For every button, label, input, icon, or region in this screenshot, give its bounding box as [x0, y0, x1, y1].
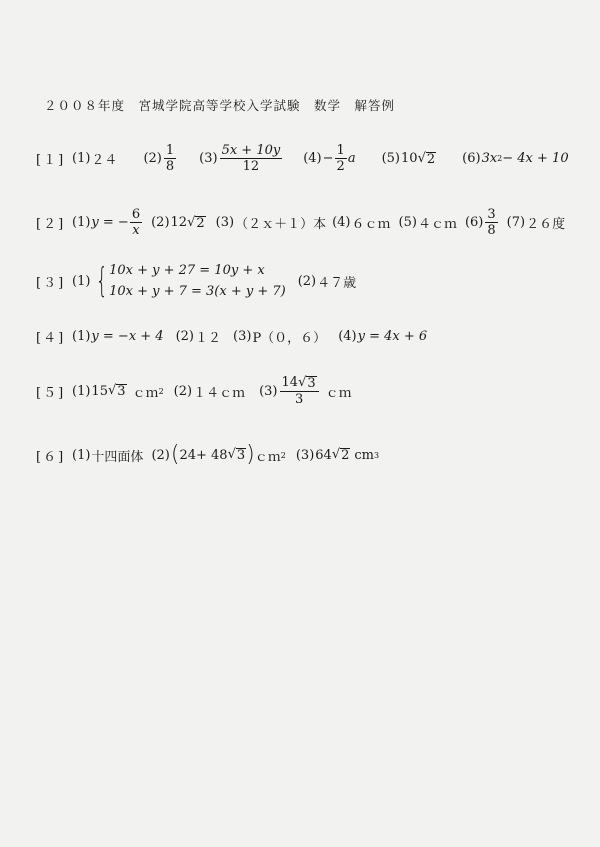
question-1-row — [36, 143, 569, 174]
answer-label: (2) — [151, 447, 170, 463]
answer-label: (2) — [297, 273, 317, 289]
answer-label: (1) — [72, 273, 91, 289]
radicand: 3 — [307, 376, 316, 391]
q3-answer-2 — [298, 272, 356, 291]
sqrt: √ 2 — [187, 214, 205, 231]
question-6-row — [36, 444, 379, 466]
numerator: 1 — [336, 143, 345, 158]
fraction — [164, 143, 176, 174]
radicand: 2 — [341, 448, 350, 463]
q6-answer-2 — [151, 444, 285, 466]
question-number: [４] — [36, 331, 66, 346]
q4-answer-1 — [72, 329, 164, 344]
answer-label: (6) — [464, 215, 484, 230]
q5-answer-1 — [72, 382, 164, 401]
answer-label: (1) — [72, 215, 91, 230]
q4-answer-2 — [176, 327, 221, 346]
question-4-row — [36, 327, 427, 346]
answer-label: (2) — [143, 151, 162, 166]
exponent: 3 — [374, 450, 380, 460]
answer-value: y = −x + 4 — [91, 329, 164, 344]
answer-label: (1) — [72, 447, 91, 463]
q3-answer-1 — [72, 260, 286, 302]
exponent: 2 — [280, 450, 286, 460]
right-paren-icon: ) — [246, 442, 255, 467]
answer-label: (3) — [199, 151, 218, 166]
minus-sign: − — [322, 151, 334, 166]
denominator: 3 — [294, 392, 304, 407]
answer-label: (2) — [175, 329, 194, 344]
term: 24 — [179, 447, 196, 463]
q2-answer-5 — [399, 213, 457, 232]
answer-label: (6) — [462, 151, 481, 166]
answer-value: ２４ — [91, 153, 118, 168]
term: y = − — [91, 215, 129, 230]
fraction — [280, 375, 319, 407]
fraction — [130, 207, 142, 238]
unit: cm — [354, 447, 375, 463]
denominator: x — [132, 223, 140, 238]
q2-answer-3 — [216, 213, 326, 232]
answer-value: ４７歳 — [317, 275, 357, 291]
q1-answer-3 — [199, 143, 283, 174]
answer-label: (4) — [338, 329, 357, 344]
answer-label: (1) — [72, 329, 91, 344]
answer-label: (1) — [72, 151, 91, 166]
question-3-row — [36, 260, 356, 302]
answer-label: (2) — [151, 215, 170, 230]
answer-label: (4) — [303, 151, 322, 166]
answer-label: (3) — [259, 383, 278, 399]
left-paren-icon: ( — [170, 442, 180, 467]
answer-value: ２６度 — [526, 217, 566, 232]
term: 3x — [481, 151, 498, 166]
question-2-row — [36, 207, 565, 238]
q4-answer-4 — [338, 329, 427, 344]
radicand: 3 — [117, 384, 126, 399]
answer-value: ４ｃｍ — [417, 217, 457, 232]
fraction — [485, 207, 497, 238]
question-number: [１] — [36, 153, 66, 168]
equation-system — [91, 260, 285, 302]
numerator: 3 — [487, 207, 496, 222]
radicand: 2 — [196, 215, 205, 231]
answer-value: 十四面体 — [91, 449, 144, 465]
q5-answer-3 — [259, 375, 352, 407]
answer-value: ６ｃｍ — [351, 217, 391, 232]
left-brace-icon: { — [96, 261, 109, 301]
coefficient: 14 — [281, 375, 299, 390]
q6-answer-1 — [72, 446, 143, 465]
fraction — [335, 143, 347, 174]
q2-answer-7 — [507, 213, 565, 232]
answer-label: (2) — [173, 383, 193, 399]
coefficient: 10 — [401, 151, 418, 166]
answer-label: (4) — [332, 215, 351, 230]
term: + 48 — [196, 447, 228, 463]
q6-answer-3 — [296, 447, 379, 463]
answer-value: y = 4x + 6 — [357, 329, 428, 344]
sqrt: √ 2 — [417, 150, 436, 167]
sqrt: √ 3 — [227, 447, 246, 463]
q2-answer-2 — [151, 215, 206, 231]
answer-label: (3) — [295, 447, 315, 463]
answer-label: (1) — [72, 383, 91, 399]
q1-answer-5 — [382, 151, 437, 167]
q2-answer-6 — [465, 207, 499, 238]
question-number: [６] — [36, 449, 66, 465]
q4-answer-3 — [233, 327, 326, 346]
equation-2: 10x + y + 7 = 3(x + y + 7) — [109, 284, 286, 299]
coefficient: 12 — [170, 215, 188, 230]
q2-answer-1 — [72, 207, 143, 238]
exponent: 2 — [497, 154, 503, 163]
numerator: 1 — [165, 143, 175, 158]
answer-label: (3) — [215, 215, 235, 230]
sqrt: √ 2 — [331, 447, 350, 463]
q1-answer-4 — [303, 143, 355, 174]
unit: ｃｍ — [132, 385, 159, 401]
answer-label: (7) — [506, 215, 526, 230]
denominator: 12 — [242, 159, 260, 174]
q5-answer-2 — [174, 382, 245, 401]
coefficient: 64 — [315, 447, 332, 463]
question-number: [５] — [36, 385, 66, 401]
equation-1: 10x + y + 27 = 10y + x — [109, 263, 265, 278]
q1-answer-1 — [72, 149, 117, 168]
sqrt: √ 3 — [298, 375, 316, 391]
denominator: 2 — [336, 159, 345, 174]
answer-label: (3) — [233, 329, 252, 344]
radicand: 3 — [236, 448, 246, 463]
question-number: [３] — [36, 275, 66, 291]
answer-value: P（０，６） — [252, 331, 327, 346]
answer-value: （２ｘ＋１）本 — [235, 217, 327, 232]
answer-label: (5) — [381, 151, 401, 166]
numerator: 6 — [131, 207, 141, 222]
answer-label: (5) — [398, 215, 417, 230]
question-number: [２] — [36, 217, 66, 232]
exponent: 2 — [158, 386, 164, 396]
q1-answer-6 — [462, 151, 568, 166]
numerator — [280, 375, 319, 392]
q1-answer-2 — [143, 143, 177, 174]
unit: ｃｍ — [254, 449, 281, 465]
answer-value: １４ｃｍ — [193, 385, 246, 401]
radicand: 2 — [426, 151, 436, 167]
unit: ｃｍ — [325, 385, 352, 401]
page-title: ２００８年度 宮城学院高等学校入学試験 数学 解答例 — [44, 98, 396, 113]
sqrt: √ 3 — [107, 383, 126, 399]
fraction — [220, 143, 283, 174]
denominator: 8 — [487, 223, 496, 238]
coefficient: 15 — [91, 383, 108, 399]
numerator: 5x + 10y — [221, 143, 281, 158]
denominator: 8 — [165, 159, 175, 174]
answer-value: １２ — [195, 331, 222, 346]
term: − 4x + 10 — [502, 151, 569, 166]
q2-answer-4 — [332, 213, 390, 232]
variable: a — [347, 151, 356, 166]
question-5-row — [36, 375, 352, 407]
